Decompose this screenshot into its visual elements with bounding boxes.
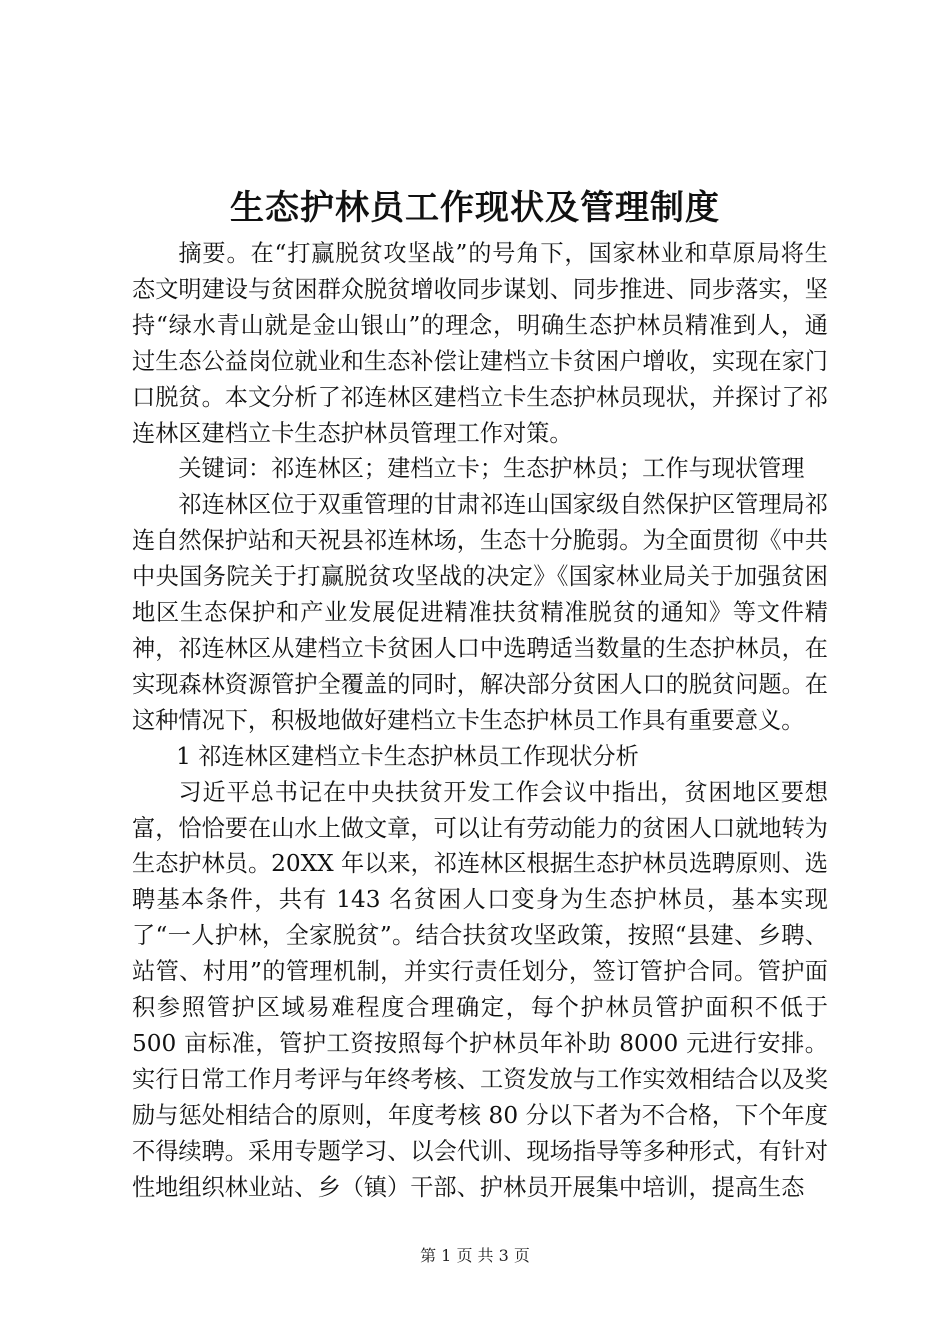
body-paragraph: 习近平总书记在中央扶贫开发工作会议中指出，贫困地区要想富，恰恰要在山水上做文章，可以让有劳动能力的贫困人口就地转为生态护林员。20XX 年以来，祁连林区根据生态护林员选聘原则、选聘基本条件，共有 143 名贫困人口变身为生态护林员，基本实现了“一人护林，全家脱贫”。结合扶贫攻坚政策，按照“县建、乡聘、站管、村用”的管理机制，并实行责任划分，签订管护合同。管护面积参照管护区域易难程度合理确定，每个护林员管护面积不低于 500 亩标准，管护工资按照每个护林员年补助 8000 元进行安排。实行日常工作月考评与年终考核、工资发放与工作实效相结合以及奖励与惩处相结合的原则，年度考核 80 分以下者为不合格，下个年度不得续聘。采用专题学习、以会代训、现场指导等多种形式，有针对性地组织林业站、乡（镇）干部、护林员开展集中培训，提高生态: [132, 778, 828, 1201]
keywords-paragraph: 关键词：祁连林区；建档立卡；生态护林员；工作与现状管理: [178, 455, 805, 483]
abstract-paragraph: 摘要。在“打赢脱贫攻坚战”的号角下，国家林业和草原局将生态文明建设与贫困群众脱贫增收同步谋划、同步推进、同步落实，坚持“绿水青山就是金山银山”的理念，明确生态护林员精准到人，通过生态公益岗位就业和生态补偿让建档立卡贫困户增收，实现在家门口脱贫。本文分析了祁连林区建档立卡生态护林员现状，并探讨了祁连林区建档立卡生态护林员管理工作对策。: [132, 240, 828, 447]
document-body: [132, 236, 828, 1205]
intro-paragraph: 祁连林区位于双重管理的甘肃祁连山国家级自然保护区管理局祁连自然保护站和天祝县祁连林场，生态十分脆弱。为全面贯彻《中共中央国务院关于打赢脱贫攻坚战的决定》《国家林业局关于加强贫困地区生态保护和产业发展促进精准扶贫精准脱贫的通知》等文件精神，祁连林区从建档立卡贫困人口中选聘适当数量的生态护林员，在实现森林资源管护全覆盖的同时，解决部分贫困人口的脱贫问题。在这种情况下，积极地做好建档立卡生态护林员工作具有重要意义。: [132, 491, 828, 734]
document-title: 生态护林员工作现状及管理制度: [230, 188, 720, 228]
page-footer: 第 1 页 共 3 页: [420, 1246, 530, 1265]
section-heading: 1 祁连林区建档立卡生态护林员工作现状分析: [176, 742, 639, 770]
